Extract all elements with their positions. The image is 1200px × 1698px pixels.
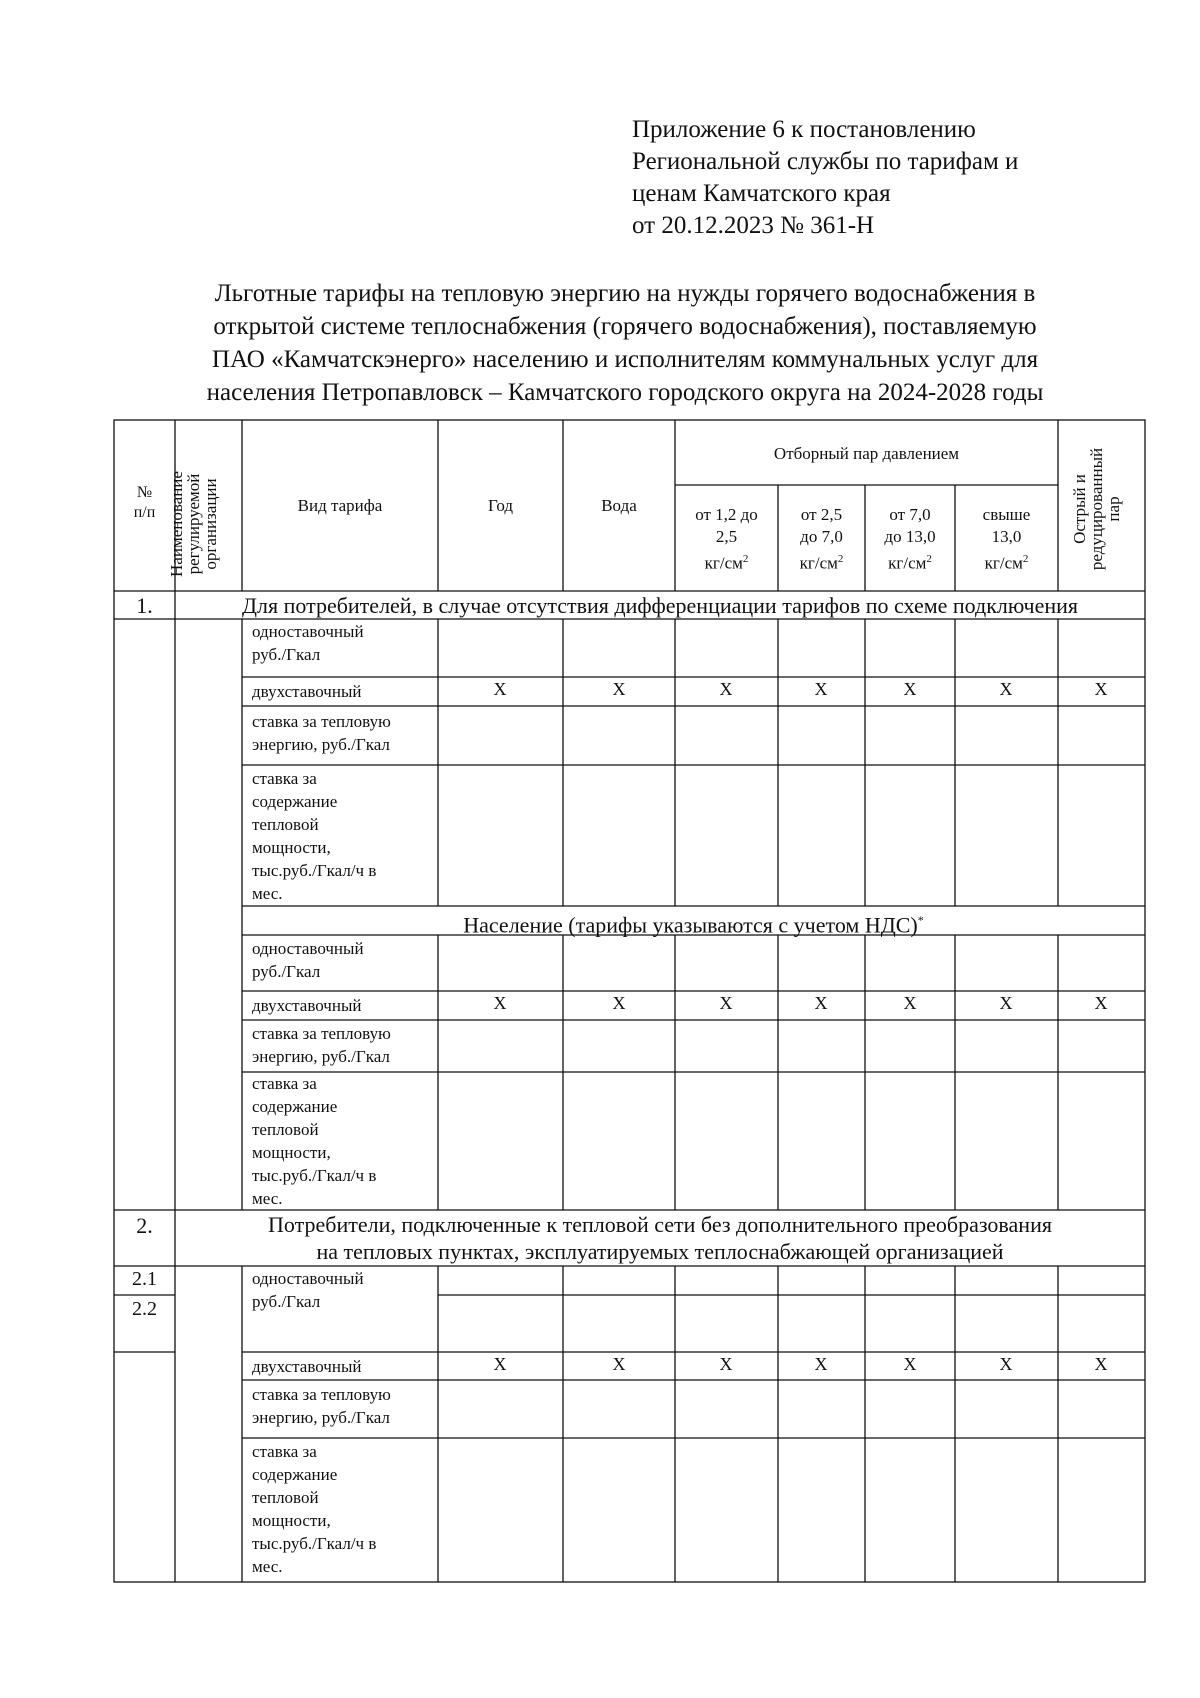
header-pressure-2: от 2,5 до 7,0 $кг/см^2$	[799, 505, 844, 573]
appendix-line: ценам Камчатского края	[632, 180, 891, 207]
section-2-title: Потребители, подключенные к тепловой сети без дополнительного преобразования на тепловых пунктах, эксплуатируемых теплоснабжающей организацией	[268, 1212, 1052, 1264]
header-pressure-3: от 7,0 до 13,0 $кг/см^2$	[884, 505, 936, 573]
title-line: Льготные тарифы на тепловую энергию на нужды горячего водоснабжения в	[214, 280, 1036, 307]
section-1-title: Для потребителей, в случае отсутствия дифференциации тарифов по схеме подключения	[241, 593, 1079, 618]
row-capacity-rate: ставка за содержание тепловой мощности, тыс.руб./Гкал/ч в мес.	[252, 1442, 377, 1576]
section-1-num: 1.	[136, 593, 153, 618]
row-two-rate: двухставочный	[252, 1357, 362, 1376]
header-water: Вода	[601, 496, 637, 515]
sub-num-2-1: 2.1	[132, 1268, 157, 1290]
row-single-rate: одноставочный руб./Гкал	[252, 939, 364, 981]
header-pressure-4: свыше 13,0 $кг/см^2$	[982, 505, 1031, 573]
appendix-line: Региональной службы по тарифам и	[632, 148, 1019, 175]
row-capacity-rate: ставка за содержание тепловой мощности, тыс.руб./Гкал/ч в мес.	[252, 1074, 377, 1208]
title-line: открытой системе теплоснабжения (горячего водоснабжения), поставляемую	[213, 313, 1037, 340]
header-sharp-steam: Острый и редуцированный пар	[1070, 447, 1123, 571]
population-label: Население (тарифы указываются с учетом НДС)*	[463, 912, 924, 938]
sub-num-2-2: 2.2	[132, 1298, 157, 1320]
row-single-rate: одноставочный руб./Гкал	[252, 1269, 364, 1311]
title-line: ПАО «Камчатскэнерго» населению и исполнителям коммунальных услуг для	[211, 346, 1039, 373]
header-year: Год	[488, 496, 513, 515]
row-energy-rate: ставка за тепловую энергию, руб./Гкал	[252, 1385, 391, 1427]
row-single-rate: одноставочный руб./Гкал	[252, 622, 364, 664]
title-line: населения Петропавловск – Камчатского городского округа на 2024-2028 годы	[206, 379, 1044, 406]
header-steam-group: Отборный пар давлением	[773, 444, 960, 463]
header-num: № п/п	[133, 484, 156, 521]
section-2-num: 2.	[136, 1213, 153, 1238]
row-capacity-rate: ставка за содержание тепловой мощности, тыс.руб./Гкал/ч в мес.	[252, 769, 377, 903]
appendix-line: Приложение 6 к постановлению	[632, 116, 976, 143]
row-energy-rate: ставка за тепловую энергию, руб./Гкал	[252, 1024, 391, 1066]
row-energy-rate: ставка за тепловую энергию, руб./Гкал	[252, 712, 391, 754]
header-pressure-1: от 1,2 до 2,5 $кг/см^2$	[695, 505, 758, 573]
row-two-rate: двухставочный	[252, 682, 362, 701]
appendix-line: от 20.12.2023 № 361-Н	[632, 212, 875, 239]
header-tariff-type: Вид тарифа	[297, 496, 383, 515]
header-org: Наименование регулируемой организации	[167, 471, 220, 577]
row-two-rate: двухставочный	[252, 996, 362, 1015]
